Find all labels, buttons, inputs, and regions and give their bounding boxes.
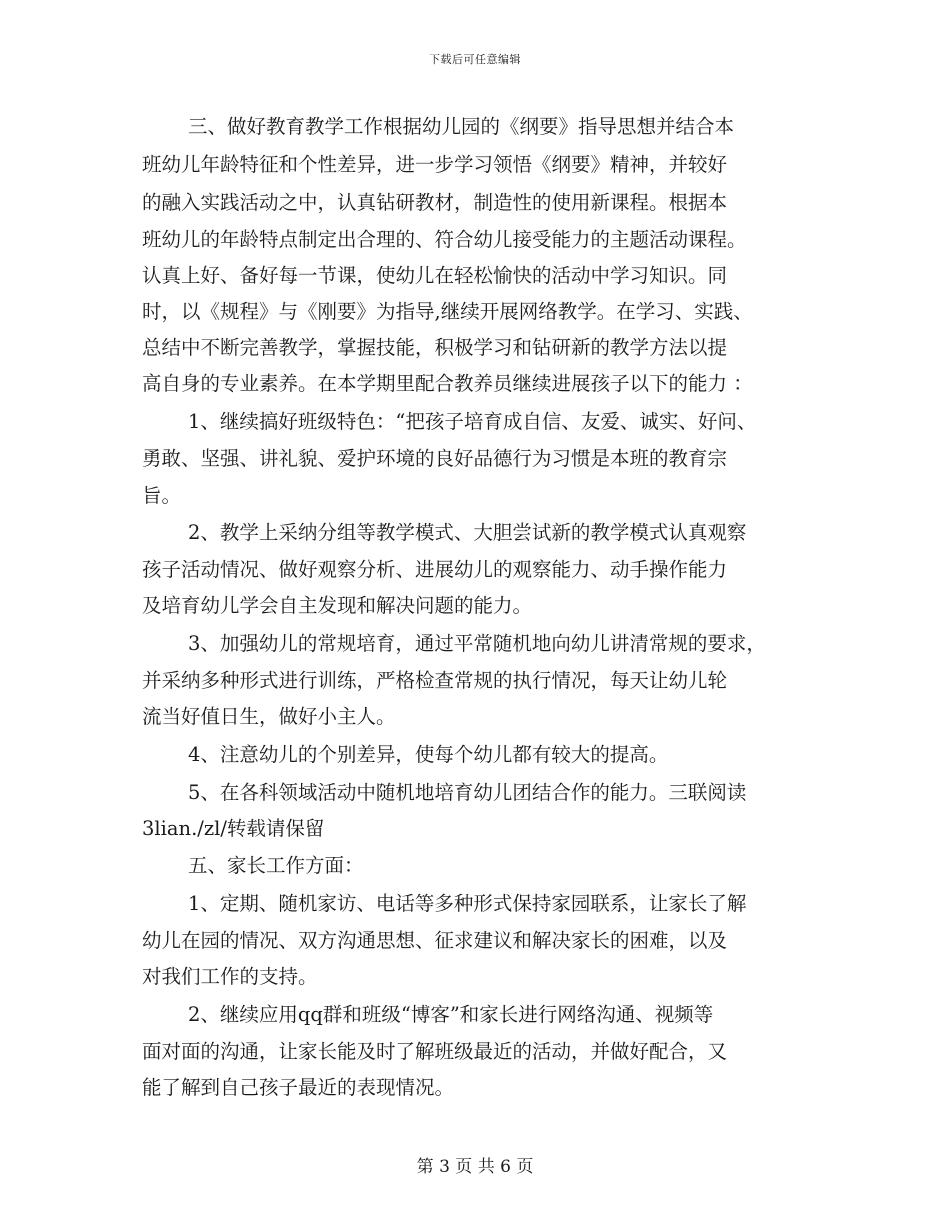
paragraph-line: 流当好值日生，做好小主人。 [142, 705, 396, 728]
paragraph-line: 面对面的沟通，让家长能及时了解班级最近的活动，并做好配合，又 [142, 1040, 728, 1063]
paragraph-line: 4、注意幼儿的个别差异，使每个幼儿都有较大的提高。 [188, 743, 669, 766]
paragraph-line: 3lian./zl/转载请保留 [142, 817, 325, 840]
paragraph-line: 2、教学上采纳分组等教学模式、大胆尝试新的教学模式认真观察 [188, 521, 747, 544]
paragraph-line: 的融入实践活动之中，认真钻研教材，制造性的使用新课程。根据本 [142, 191, 728, 214]
paragraph-line: 5、在各科领域活动中随机地培育幼儿团结合作的能力。三联阅读 [188, 781, 747, 804]
page-header: 下载后可任意编辑 [429, 53, 521, 66]
paragraph-line: 时，以《规程》与《刚要》为指导,继续开展网络教学。在学习、实践、 [142, 300, 753, 323]
paragraph-line: 班幼儿年龄特征和个性差异，进一步学习领悟《纲要》精神，并较好 [142, 153, 728, 176]
paragraph-line: 孩子活动情况、做好观察分析、进展幼儿的观察能力、动手操作能力 [142, 558, 728, 581]
paragraph-line: 旨。 [142, 484, 182, 507]
paragraph-line: 2、继续应用qq群和班级“博客”和家长进行网络沟通、视频等 [188, 1003, 714, 1026]
paragraph-line: 能了解到自己孩子最近的表现情况。 [142, 1076, 455, 1099]
paragraph-line: 对我们工作的支持。 [142, 965, 318, 988]
paragraph-line: 班幼儿的年龄特点制定出合理的、符合幼儿接受能力的主题活动课程。 [142, 228, 747, 251]
paragraph-line: 3、加强幼儿的常规培育，通过平常随机地向幼儿讲清常规的要求， [188, 632, 766, 655]
paragraph-line: 1、定期、随机家访、电话等多种形式保持家园联系，让家长了解 [188, 892, 747, 915]
paragraph-line: 高自身的专业素养。在本学期里配合教养员继续进展孩子以下的能力 ： [142, 372, 753, 395]
section-heading: 五、家长工作方面： [188, 854, 364, 877]
page-number: 第 3 页 共 6 页 [416, 1157, 534, 1177]
paragraph-line: 勇敢、坚强、讲礼貌、爱护环境的良好品德行为习惯是本班的教育宗 [142, 447, 728, 470]
paragraph-line: 1、继续搞好班级特色：“把孩子培育成自信、友爱、诚实、好问、 [188, 410, 757, 433]
paragraph-line: 及培育幼儿学会自主发现和解决问题的能力。 [142, 594, 533, 617]
paragraph-line: 总结中不断完善教学，掌握技能，积极学习和钻研新的教学方法以提 [142, 336, 728, 359]
paragraph-line: 幼儿在园的情况、双方沟通思想、征求建议和解决家长的困难，以及 [142, 929, 728, 952]
paragraph-line: 认真上好、备好每一节课，使幼儿在轻松愉快的活动中学习知识。同 [142, 264, 728, 287]
paragraph-line: 三、做好教育教学工作根据幼儿园的《纲要》指导思想并结合本 [188, 115, 735, 138]
paragraph-line: 并采纳多种形式进行训练，严格检查常规的执行情况，每天让幼儿轮 [142, 669, 728, 692]
